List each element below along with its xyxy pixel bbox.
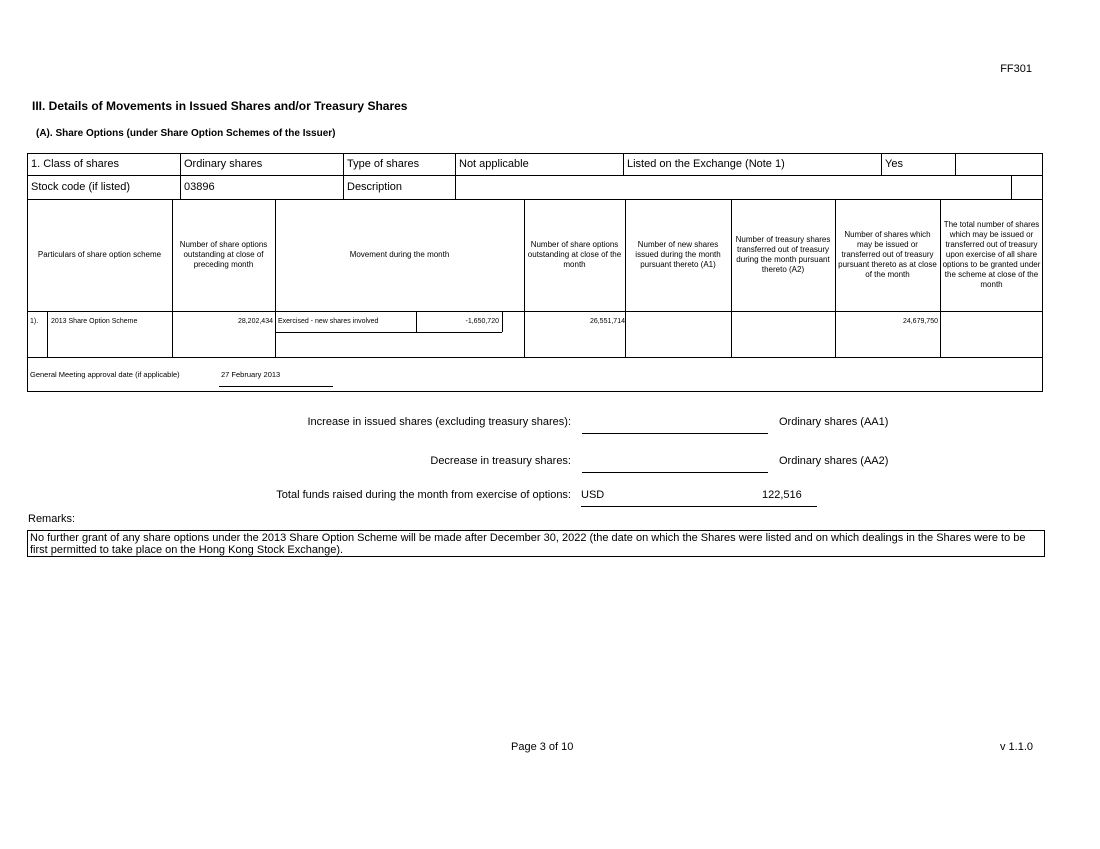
version: v 1.1.0 xyxy=(999,741,1033,753)
stock-code-label: Stock code (if listed) xyxy=(31,181,131,193)
stock-code-value: 03896 xyxy=(184,181,215,193)
header-total: The total number of shares which may be issued or transferred out of treasury upon exercise of all share options to be granted under the scheme at close of the month xyxy=(942,220,1041,289)
may-issue-value: 24,679,750 xyxy=(902,318,938,325)
class-value: Ordinary shares xyxy=(184,158,263,170)
funds-currency: USD xyxy=(581,489,605,501)
movement-type: Exercised - new shares involved xyxy=(278,318,379,325)
type-label: Type of shares xyxy=(347,158,420,170)
header-treasury: Number of treasury shares transferred out of treasury during the month pursuant thereto (A2) xyxy=(735,235,831,274)
listed-value: Yes xyxy=(885,158,903,170)
header-new-shares: Number of new shares issued during the month pursuant thereto (A1) xyxy=(635,240,721,269)
page-number: Page 3 of 10 xyxy=(511,741,574,753)
type-value: Not applicable xyxy=(459,158,529,170)
outstanding-close-value: 26,551,714 xyxy=(589,318,625,325)
funds-value: 122,516 xyxy=(762,489,802,501)
decrease-label: Decrease in treasury shares: xyxy=(430,455,571,467)
section-title: III. Details of Movements in Issued Shares and/or Treasury Shares xyxy=(32,99,408,113)
gm-date: 27 February 2013 xyxy=(221,370,281,379)
class-label: 1. Class of shares xyxy=(31,158,120,170)
form-code: FF301 xyxy=(1000,63,1032,75)
header-movement: Movement during the month xyxy=(349,250,450,259)
remarks-label: Remarks: xyxy=(28,513,76,525)
listed-label: Listed on the Exchange (Note 1) xyxy=(627,158,785,170)
header-outstanding-close: Number of share options outstanding at close of the month xyxy=(527,240,622,269)
row-index: 1). xyxy=(30,318,39,325)
outstanding-prev-value: 28,202,434 xyxy=(237,318,273,325)
movement-value: -1,650,720 xyxy=(465,318,499,325)
header-outstanding-prev: Number of share options outstanding at close of preceding month xyxy=(179,240,268,269)
scheme-name: 2013 Share Option Scheme xyxy=(51,318,138,325)
increase-unit: Ordinary shares (AA1) xyxy=(779,416,889,428)
decrease-unit: Ordinary shares (AA2) xyxy=(779,455,889,467)
description-label: Description xyxy=(347,181,403,193)
remarks-text: No further grant of any share options under the 2013 Share Option Scheme will be made after December 30, 2022 (the date on which the Shares were listed and on which dealings in the Shares were to be first permitted to take place on the Hong Kong Stock Exchange). xyxy=(27,530,1045,557)
increase-label: Increase in issued shares (excluding treasury shares): xyxy=(307,416,571,428)
header-particulars: Particulars of share option scheme xyxy=(37,250,162,259)
subsection-title: (A). Share Options (under Share Option Schemes of the Issuer) xyxy=(36,128,336,139)
header-may-issue: Number of shares which may be issued or transferred out of treasury pursuant thereto as at close of the month xyxy=(838,230,937,279)
gm-label: General Meeting approval date (if applicable) xyxy=(30,370,180,379)
funds-label: Total funds raised during the month from exercise of options: xyxy=(276,489,571,501)
